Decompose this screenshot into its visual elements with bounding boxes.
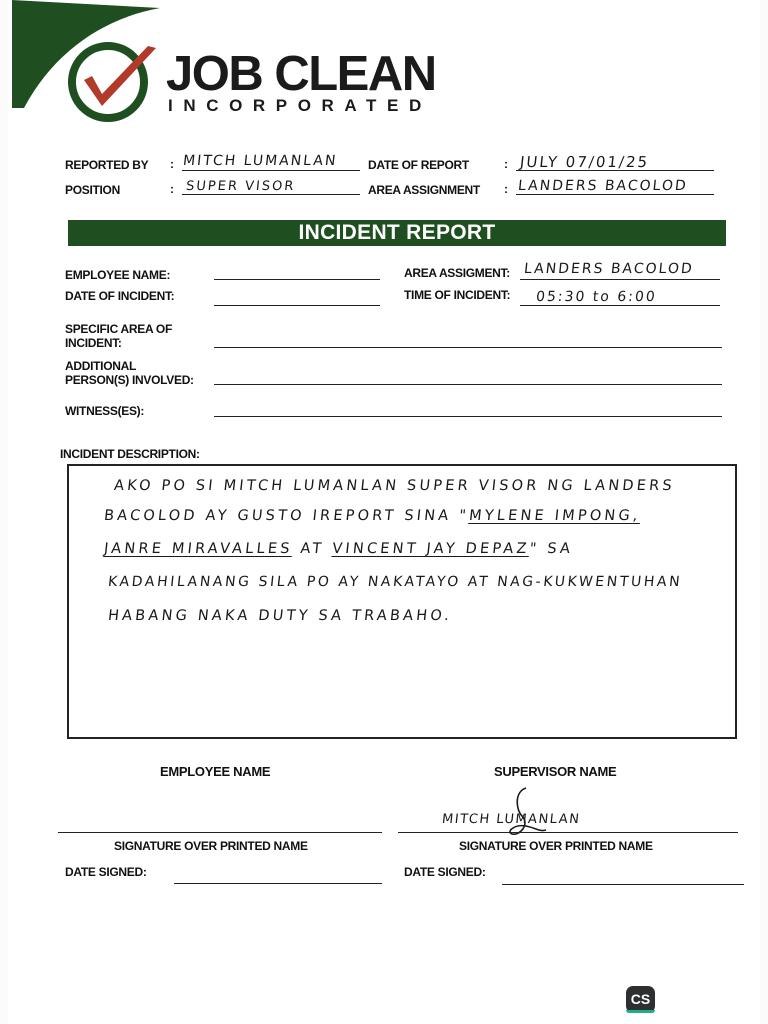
specific-area-line <box>214 347 722 348</box>
area-assigment-label: AREA ASSIGMENT: <box>404 266 510 280</box>
description-line-2 <box>103 508 641 524</box>
description-line-3 <box>103 541 574 557</box>
time-of-incident-label: TIME OF INCIDENT: <box>404 288 511 302</box>
area-assignment-colon: : <box>504 182 508 196</box>
area-assignment-line <box>516 194 714 195</box>
description-name-1: MYLENE IMPONG, <box>468 508 642 524</box>
witnesses-label: WITNESS(ES): <box>65 404 145 418</box>
area-assignment-label: AREA ASSIGNMENT <box>368 183 480 197</box>
supervisor-printed-name: MITCH LUMANLAN <box>441 812 582 827</box>
employee-name-line <box>214 279 380 280</box>
area-assigment-line <box>520 279 720 280</box>
date-of-report-line <box>516 170 714 171</box>
supervisor-name-heading: SUPERVISOR NAME <box>494 764 617 779</box>
specific-area-label-2: INCIDENT: <box>65 336 122 350</box>
incident-description-box <box>67 464 737 739</box>
description-name-3: VINCENT JAY DEPAZ <box>331 541 531 557</box>
brand-name: JOB CLEAN <box>166 47 436 101</box>
position-value: SUPER VISOR <box>185 179 297 194</box>
description-line-1: AKO PO SI MITCH LUMANLAN SUPER VISOR NG LANDERS <box>113 478 676 494</box>
reported-by-label: REPORTED BY <box>65 158 149 172</box>
description-line-5: HABANG NAKA DUTY SA TRABAHO. <box>107 608 453 624</box>
additional-persons-label-2: PERSON(S) INVOLVED: <box>65 373 194 387</box>
incident-description-label: INCIDENT DESCRIPTION: <box>60 447 200 461</box>
reported-by-colon: : <box>170 157 174 171</box>
supervisor-date-signed-label: DATE SIGNED: <box>404 865 486 879</box>
date-of-report-value: JULY 07/01/25 <box>519 153 651 171</box>
date-of-report-label: DATE OF REPORT <box>368 158 469 172</box>
incident-report-banner: INCIDENT REPORT <box>68 220 726 246</box>
description-conjunction: AT <box>299 541 326 557</box>
document-page <box>8 0 760 1024</box>
reported-by-value: MITCH LUMANLAN <box>182 153 339 169</box>
specific-area-label: SPECIFIC AREA OF <box>65 322 172 336</box>
employee-signature-line <box>58 832 382 833</box>
supervisor-signature-caption: SIGNATURE OVER PRINTED NAME <box>459 839 653 853</box>
date-of-incident-line <box>214 305 380 306</box>
description-line-3-end: " SA <box>528 541 574 557</box>
additional-persons-line <box>214 384 722 385</box>
brand-subtitle: INCORPORATED <box>168 96 432 115</box>
employee-date-signed-label: DATE SIGNED: <box>65 865 147 879</box>
additional-persons-label: ADDITIONAL <box>65 359 136 373</box>
area-assignment-value: LANDERS BACOLOD <box>517 178 689 194</box>
area-assigment-value: LANDERS BACOLOD <box>523 261 695 277</box>
checkmark-logo-icon <box>64 36 164 126</box>
date-of-report-colon: : <box>504 157 508 171</box>
description-line-4: KADAHILANANG SILA PO AY NAKATAYO AT NAG-KUKWENTUHAN <box>107 574 683 590</box>
employee-date-signed-line <box>174 883 382 884</box>
supervisor-date-signed-line <box>502 884 744 885</box>
date-of-incident-label: DATE OF INCIDENT: <box>65 289 175 303</box>
description-name-2: JANRE MIRAVALLES <box>103 541 294 557</box>
position-line <box>182 194 360 195</box>
employee-name-label: EMPLOYEE NAME: <box>65 268 171 282</box>
supervisor-signature-line <box>398 832 738 833</box>
scanner-app-icon: CS <box>626 986 655 1013</box>
witnesses-line <box>214 416 722 417</box>
time-of-incident-value: 05:30 to 6:00 <box>535 289 658 305</box>
reported-by-line <box>182 170 360 171</box>
description-line-2-text: BACOLOD AY GUSTO IREPORT SINA " <box>103 508 470 524</box>
position-colon: : <box>170 182 174 196</box>
employee-name-heading: EMPLOYEE NAME <box>160 764 271 779</box>
time-of-incident-line <box>520 305 720 306</box>
employee-signature-caption: SIGNATURE OVER PRINTED NAME <box>114 839 308 853</box>
position-label: POSITION <box>65 183 120 197</box>
